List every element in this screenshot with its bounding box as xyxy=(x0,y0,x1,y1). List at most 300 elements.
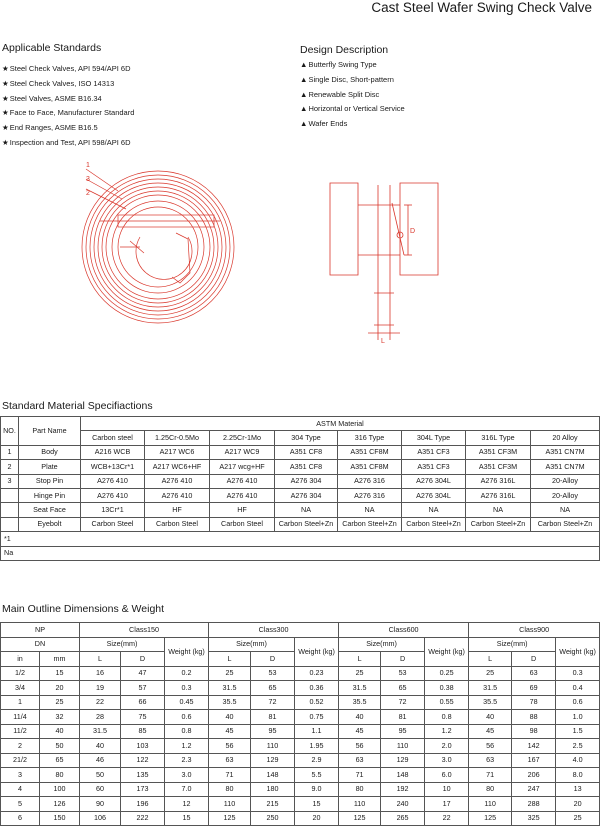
table-cell: A351 CF8 xyxy=(275,445,338,459)
table-cell: A351 CF8M xyxy=(338,460,402,474)
list-item: ★Inspection and Test, API 598/API 6D xyxy=(2,137,131,147)
table-cell: Eyebolt xyxy=(19,517,81,531)
table-row xyxy=(1,532,600,546)
callout-3: 3 xyxy=(86,176,90,183)
table-cell: 25 xyxy=(339,666,381,681)
table-cell: A351 CF3M xyxy=(466,445,531,459)
table-cell: 11/4 xyxy=(1,710,40,725)
table-cell: 21/2 xyxy=(1,753,40,768)
table-cell: 81 xyxy=(381,710,425,725)
list-item: ★Steel Check Valves, ISO 14313 xyxy=(2,78,115,88)
table-cell: 247 xyxy=(512,782,556,797)
table-cell: A351 CF3 xyxy=(402,460,466,474)
table-cell: A351 CF3 xyxy=(402,445,466,459)
table-row xyxy=(1,488,600,502)
table-cell: A216 WCB xyxy=(81,445,145,459)
triangle-icon: ▲ xyxy=(300,104,308,114)
table-cell: 72 xyxy=(251,695,295,710)
materials-table xyxy=(0,416,600,561)
triangle-icon: ▲ xyxy=(300,119,308,129)
table-cell: 2 xyxy=(1,460,19,474)
header-d: D xyxy=(251,652,295,667)
triangle-icon: ▲ xyxy=(300,60,308,69)
table-cell: 1/2 xyxy=(1,666,40,681)
header-class900: Class900 xyxy=(469,623,600,638)
table-cell: A351 CF3M xyxy=(466,460,531,474)
table-cell: 10 xyxy=(425,782,469,797)
table-row xyxy=(1,417,600,431)
table-cell: 20-Alloy xyxy=(531,488,600,502)
table-cell: 9.0 xyxy=(295,782,339,797)
table-cell: A276 304L xyxy=(402,474,466,488)
table-cell: 31.5 xyxy=(80,724,121,739)
header-l: L xyxy=(80,652,121,667)
table-cell: 110 xyxy=(469,797,512,812)
dimensions-heading: Main Outline Dimensions & Weight xyxy=(2,603,165,615)
table-cell: 1.5 xyxy=(556,724,600,739)
table-cell: 63 xyxy=(469,753,512,768)
table-cell: 6.0 xyxy=(425,768,469,783)
table-cell: 63 xyxy=(339,753,381,768)
header-mm: mm xyxy=(40,652,80,667)
column-header: 304L Type xyxy=(402,431,466,445)
applicable-standards-list xyxy=(2,62,134,151)
table-cell: 1 xyxy=(1,445,19,459)
table-row xyxy=(1,445,600,459)
table-cell: 90 xyxy=(80,797,121,812)
table-cell: A276 304L xyxy=(402,488,466,502)
table-cell: A217 WC6+HF xyxy=(145,460,210,474)
table-cell: 40 xyxy=(339,710,381,725)
table-row xyxy=(1,724,600,739)
table-cell: 8.0 xyxy=(556,768,600,783)
table-cell: 148 xyxy=(251,768,295,783)
header-astm: ASTM Material xyxy=(81,417,600,431)
table-cell: 35.5 xyxy=(469,695,512,710)
table-cell: Plate xyxy=(19,460,81,474)
table-cell: 71 xyxy=(469,768,512,783)
table-row xyxy=(1,503,600,517)
table-row xyxy=(1,431,600,445)
table-cell: Carbon Steel xyxy=(210,517,275,531)
table-cell: 31.5 xyxy=(469,681,512,696)
table-cell: A217 wcg+HF xyxy=(210,460,275,474)
header-weight: Weight (kg) xyxy=(295,637,339,666)
header-part-name: Part Name xyxy=(19,417,81,446)
table-row xyxy=(1,710,600,725)
column-header: Carbon steel xyxy=(81,431,145,445)
header-d: D xyxy=(381,652,425,667)
table-cell: 78 xyxy=(512,695,556,710)
table-cell: 129 xyxy=(381,753,425,768)
star-icon: ★ xyxy=(2,123,9,133)
header-l: L xyxy=(469,652,512,667)
header-dn: DN xyxy=(1,637,80,652)
list-item: ★Steel Check Valves, API 594/API 6D xyxy=(2,64,131,73)
table-cell xyxy=(1,503,19,517)
table-cell: 22 xyxy=(80,695,121,710)
table-cell: 85 xyxy=(121,724,165,739)
header-d: D xyxy=(512,652,556,667)
table-cell: 12 xyxy=(165,797,209,812)
table-cell: 45 xyxy=(209,724,251,739)
table-cell: 125 xyxy=(339,811,381,826)
table-cell: A276 304 xyxy=(275,474,338,488)
table-cell: Carbon Steel+Zn xyxy=(338,517,402,531)
table-cell: A276 304 xyxy=(275,488,338,502)
table-cell: 125 xyxy=(209,811,251,826)
header-weight: Weight (kg) xyxy=(556,637,600,666)
table-cell: 106 xyxy=(80,811,121,826)
table-cell: 60 xyxy=(80,782,121,797)
table-cell: 19 xyxy=(80,681,121,696)
table-cell: 56 xyxy=(469,739,512,754)
table-cell: 222 xyxy=(121,811,165,826)
table-row xyxy=(1,768,600,783)
table-cell: Carbon Steel+Zn xyxy=(531,517,600,531)
table-row xyxy=(1,681,600,696)
table-cell: 110 xyxy=(339,797,381,812)
table-cell: 265 xyxy=(381,811,425,826)
table-cell: 103 xyxy=(121,739,165,754)
table-cell: 0.2 xyxy=(165,666,209,681)
table-cell: 40 xyxy=(469,710,512,725)
table-cell: 0.36 xyxy=(295,681,339,696)
table-cell: 3.0 xyxy=(165,768,209,783)
table-cell: 80 xyxy=(339,782,381,797)
note-2: Na xyxy=(1,546,600,560)
table-cell: 65 xyxy=(40,753,80,768)
table-cell: HF xyxy=(210,503,275,517)
header-in: in xyxy=(1,652,40,667)
list-item: ▲Renewable Split Disc xyxy=(300,89,380,99)
table-row xyxy=(1,739,600,754)
table-cell: 35.5 xyxy=(339,695,381,710)
table-cell: Carbon Steel+Zn xyxy=(466,517,531,531)
table-cell: 196 xyxy=(121,797,165,812)
table-cell: HF xyxy=(145,503,210,517)
table-cell: 72 xyxy=(381,695,425,710)
header-class600: Class600 xyxy=(339,623,469,638)
table-cell: 0.55 xyxy=(425,695,469,710)
table-cell: 16 xyxy=(80,666,121,681)
table-row xyxy=(1,811,600,826)
table-cell: 25 xyxy=(556,811,600,826)
table-cell: 20 xyxy=(40,681,80,696)
header-np: NP xyxy=(1,623,80,638)
table-cell: 81 xyxy=(251,710,295,725)
table-cell: A276 410 xyxy=(81,488,145,502)
page-title: Cast Steel Wafer Swing Check Valve xyxy=(371,0,592,15)
table-cell xyxy=(1,488,19,502)
list-item: ★Face to Face, Manufacturer Standard xyxy=(2,108,135,118)
table-cell: 142 xyxy=(512,739,556,754)
table-cell: A276 410 xyxy=(145,488,210,502)
table-cell: 2 xyxy=(1,739,40,754)
table-cell: Carbon Steel xyxy=(81,517,145,531)
table-cell: 0.8 xyxy=(425,710,469,725)
table-cell: 135 xyxy=(121,768,165,783)
table-cell: 80 xyxy=(40,768,80,783)
table-cell: 215 xyxy=(251,797,295,812)
table-cell: A276 316L xyxy=(466,474,531,488)
table-cell: Carbon Steel xyxy=(145,517,210,531)
table-cell: 1.1 xyxy=(295,724,339,739)
star-icon: ★ xyxy=(2,64,9,73)
table-cell: 0.3 xyxy=(556,666,600,681)
table-cell: 1.2 xyxy=(165,739,209,754)
table-cell: A217 WC6 xyxy=(145,445,210,459)
table-cell: 25 xyxy=(209,666,251,681)
table-row xyxy=(1,460,600,474)
table-cell: 1.2 xyxy=(425,724,469,739)
triangle-icon: ▲ xyxy=(300,89,308,99)
table-row xyxy=(1,474,600,488)
applicable-standards-heading: Applicable Standards xyxy=(2,42,102,54)
header-l: L xyxy=(339,652,381,667)
table-cell: 13 xyxy=(556,782,600,797)
note-1: *1 xyxy=(1,532,600,546)
header-class300: Class300 xyxy=(209,623,339,638)
header-size: Size(mm) xyxy=(469,637,556,652)
table-cell: 240 xyxy=(381,797,425,812)
table-cell xyxy=(1,517,19,531)
table-row xyxy=(1,623,600,638)
table-cell: 65 xyxy=(381,681,425,696)
table-cell: 3/4 xyxy=(1,681,40,696)
table-cell: Carbon Steel+Zn xyxy=(402,517,466,531)
table-cell: 325 xyxy=(512,811,556,826)
table-cell: 0.6 xyxy=(556,695,600,710)
header-size: Size(mm) xyxy=(339,637,425,652)
star-icon: ★ xyxy=(2,137,9,147)
table-cell: A217 WC9 xyxy=(210,445,275,459)
column-header: 316L Type xyxy=(466,431,531,445)
table-cell: 0.45 xyxy=(165,695,209,710)
table-cell: 125 xyxy=(469,811,512,826)
table-cell: NA xyxy=(338,503,402,517)
table-cell: 167 xyxy=(512,753,556,768)
table-row xyxy=(1,517,600,531)
table-cell: A351 CF8 xyxy=(275,460,338,474)
table-cell: 65 xyxy=(251,681,295,696)
column-header: 2.25Cr-1Mo xyxy=(210,431,275,445)
table-cell: 32 xyxy=(40,710,80,725)
table-cell: 15 xyxy=(40,666,80,681)
dimension-l-label: L xyxy=(381,338,385,345)
table-cell: 25 xyxy=(40,695,80,710)
table-cell: 1.0 xyxy=(556,710,600,725)
table-cell: Hinge Pin xyxy=(19,488,81,502)
list-item: ★End Ranges, ASME B16.5 xyxy=(2,123,98,133)
callout-1: 1 xyxy=(86,162,90,169)
table-cell: A276 410 xyxy=(145,474,210,488)
table-cell: NA xyxy=(531,503,600,517)
header-class150: Class150 xyxy=(80,623,209,638)
table-cell: 20-Alloy xyxy=(531,474,600,488)
table-row xyxy=(1,782,600,797)
table-cell: 45 xyxy=(469,724,512,739)
table-cell: A351 CN7M xyxy=(531,445,600,459)
valve-side-section-drawing xyxy=(318,175,468,345)
table-cell: 126 xyxy=(40,797,80,812)
table-cell: 53 xyxy=(251,666,295,681)
design-description-heading: Design Description xyxy=(300,44,389,56)
triangle-icon: ▲ xyxy=(300,74,308,84)
table-cell: Body xyxy=(19,445,81,459)
table-cell: WCB+13Cr*1 xyxy=(81,460,145,474)
table-cell: 192 xyxy=(381,782,425,797)
table-cell: 1 xyxy=(1,695,40,710)
table-cell: Carbon Steel+Zn xyxy=(275,517,338,531)
table-cell: 2.0 xyxy=(425,739,469,754)
table-cell: 40 xyxy=(209,710,251,725)
list-item: ▲Horizontal or Vertical Service xyxy=(300,104,405,114)
table-cell: 7.0 xyxy=(165,782,209,797)
table-cell: 28 xyxy=(80,710,121,725)
table-cell: 71 xyxy=(209,768,251,783)
header-weight: Weight (kg) xyxy=(165,637,209,666)
table-cell: A276 316L xyxy=(466,488,531,502)
table-cell: 80 xyxy=(209,782,251,797)
list-item: ▲Single Disc, Short-pattern xyxy=(300,74,394,84)
column-header: 304 Type xyxy=(275,431,338,445)
table-row xyxy=(1,797,600,812)
table-cell: 2.3 xyxy=(165,753,209,768)
table-cell: 173 xyxy=(121,782,165,797)
table-cell: 15 xyxy=(295,797,339,812)
header-size: Size(mm) xyxy=(209,637,295,652)
table-cell: 56 xyxy=(339,739,381,754)
table-cell: 69 xyxy=(512,681,556,696)
table-cell: A276 316 xyxy=(338,474,402,488)
table-cell: 6 xyxy=(1,811,40,826)
table-cell: 25 xyxy=(469,666,512,681)
table-cell: 3.0 xyxy=(425,753,469,768)
table-cell: 50 xyxy=(80,768,121,783)
table-cell: 129 xyxy=(251,753,295,768)
table-cell: 5 xyxy=(1,797,40,812)
table-cell: 288 xyxy=(512,797,556,812)
header-size: Size(mm) xyxy=(80,637,165,652)
table-cell: 71 xyxy=(339,768,381,783)
column-header: 316 Type xyxy=(338,431,402,445)
table-cell: 95 xyxy=(251,724,295,739)
table-cell: 250 xyxy=(251,811,295,826)
table-cell: 17 xyxy=(425,797,469,812)
star-icon: ★ xyxy=(2,78,9,88)
design-description-list xyxy=(300,58,405,132)
table-cell: 4 xyxy=(1,782,40,797)
table-cell: 98 xyxy=(512,724,556,739)
table-cell: 53 xyxy=(381,666,425,681)
table-cell: 63 xyxy=(209,753,251,768)
table-cell: 110 xyxy=(381,739,425,754)
column-header: 1.25Cr-0.5Mo xyxy=(145,431,210,445)
table-cell: 75 xyxy=(121,710,165,725)
table-cell: A351 CF8M xyxy=(338,445,402,459)
table-cell: 20 xyxy=(556,797,600,812)
table-cell: 2.9 xyxy=(295,753,339,768)
list-item: ★Steel Valves, ASME B16.34 xyxy=(2,93,102,103)
table-cell: A351 CN7M xyxy=(531,460,600,474)
table-cell: 66 xyxy=(121,695,165,710)
table-cell: 31.5 xyxy=(339,681,381,696)
table-cell: 0.75 xyxy=(295,710,339,725)
star-icon: ★ xyxy=(2,93,9,103)
header-l: L xyxy=(209,652,251,667)
dimensions-body xyxy=(1,666,600,826)
table-cell: 3 xyxy=(1,474,19,488)
table-cell: 40 xyxy=(80,739,121,754)
table-row xyxy=(1,695,600,710)
table-cell: 22 xyxy=(425,811,469,826)
table-cell: 0.25 xyxy=(425,666,469,681)
column-header: 20 Alloy xyxy=(531,431,600,445)
table-cell: 0.3 xyxy=(165,681,209,696)
valve-front-view-drawing xyxy=(80,155,250,345)
table-cell: 63 xyxy=(512,666,556,681)
table-cell: 150 xyxy=(40,811,80,826)
header-d: D xyxy=(121,652,165,667)
table-cell: 88 xyxy=(512,710,556,725)
table-cell: A276 410 xyxy=(210,488,275,502)
table-cell: 206 xyxy=(512,768,556,783)
table-cell: 35.5 xyxy=(209,695,251,710)
table-cell: A276 316 xyxy=(338,488,402,502)
table-cell: 15 xyxy=(165,811,209,826)
table-cell: NA xyxy=(402,503,466,517)
table-cell: NA xyxy=(466,503,531,517)
table-cell: 56 xyxy=(209,739,251,754)
table-cell: 5.5 xyxy=(295,768,339,783)
table-cell: 3 xyxy=(1,768,40,783)
table-cell: 122 xyxy=(121,753,165,768)
table-cell: 100 xyxy=(40,782,80,797)
table-cell: 4.0 xyxy=(556,753,600,768)
table-cell: 0.6 xyxy=(165,710,209,725)
star-icon: ★ xyxy=(2,108,9,118)
table-cell: A276 410 xyxy=(81,474,145,488)
table-row xyxy=(1,637,600,652)
table-cell: 110 xyxy=(251,739,295,754)
header-weight: Weight (kg) xyxy=(425,637,469,666)
table-cell: 95 xyxy=(381,724,425,739)
table-cell: 57 xyxy=(121,681,165,696)
callout-2: 2 xyxy=(86,190,90,197)
table-cell: 0.38 xyxy=(425,681,469,696)
table-cell: 40 xyxy=(40,724,80,739)
table-cell: NA xyxy=(275,503,338,517)
table-cell: A276 410 xyxy=(210,474,275,488)
table-cell: 45 xyxy=(339,724,381,739)
list-item: ▲Butterfly Swing Type xyxy=(300,60,377,69)
table-cell: 50 xyxy=(40,739,80,754)
table-cell: 20 xyxy=(295,811,339,826)
table-cell: 80 xyxy=(469,782,512,797)
table-cell: 31.5 xyxy=(209,681,251,696)
dimensions-table xyxy=(0,622,600,826)
table-cell: 13Cr*1 xyxy=(81,503,145,517)
table-cell: 0.4 xyxy=(556,681,600,696)
table-row xyxy=(1,666,600,681)
table-cell: 0.23 xyxy=(295,666,339,681)
table-cell: 11/2 xyxy=(1,724,40,739)
header-no: NO. xyxy=(1,417,19,446)
table-cell: 0.52 xyxy=(295,695,339,710)
table-row xyxy=(1,753,600,768)
table-cell: 1.95 xyxy=(295,739,339,754)
